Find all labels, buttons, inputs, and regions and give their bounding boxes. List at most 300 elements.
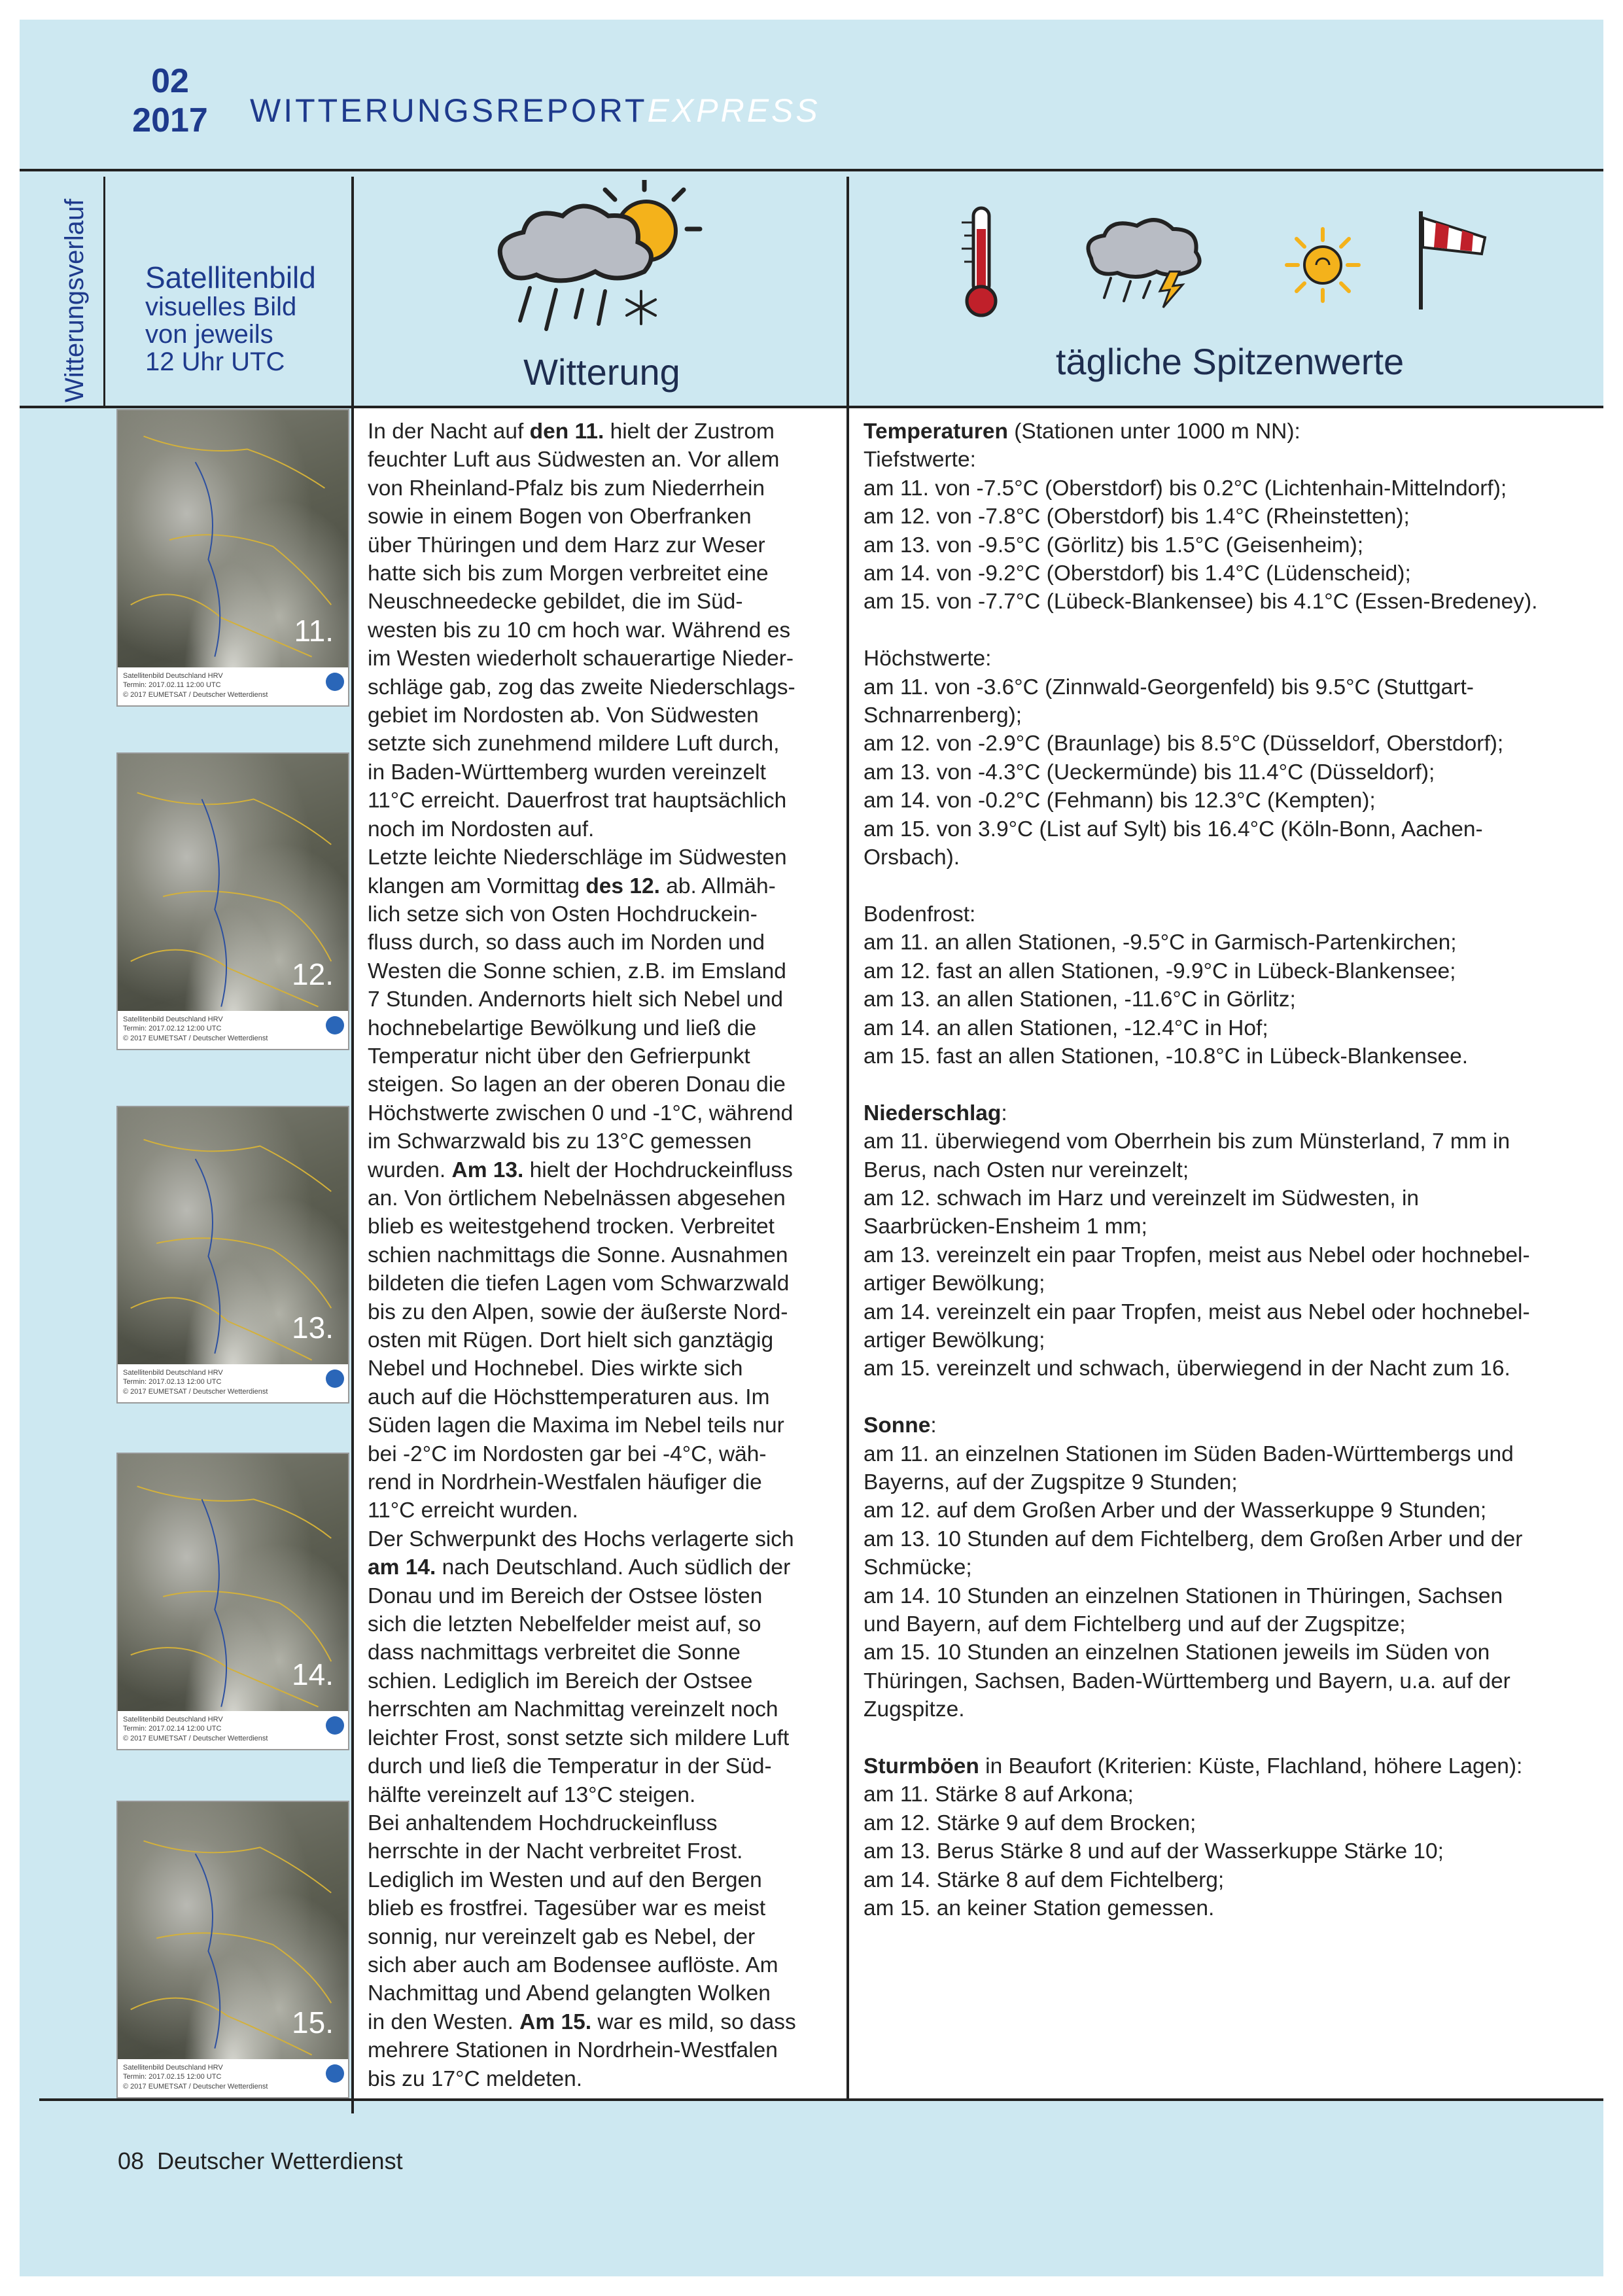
text-segment-bold: den 11. (529, 419, 604, 444)
text-line (368, 1383, 839, 1411)
text-segment-bold: Temperaturen (864, 419, 1008, 444)
text-line (864, 531, 1596, 559)
satellite-image (116, 1106, 349, 1404)
text-segment: sich die letzten Nebelfelder meist auf, so (368, 1612, 761, 1637)
text-segment: am 11. an allen Stationen, -9.5°C in Garmisch-Partenkirchen; (864, 930, 1457, 955)
text-line (368, 1781, 839, 1809)
text-line (368, 1269, 839, 1298)
page-number: 08 (118, 2147, 145, 2174)
text-line (368, 531, 839, 559)
text-segment: Tiefstwerte: (864, 448, 976, 472)
satellite-caption (118, 667, 348, 705)
text-line (864, 1269, 1596, 1298)
text-segment: am 13. vereinzelt ein paar Tropfen, meist aus Nebel oder hochnebel- (864, 1243, 1530, 1267)
text-segment: am 15. vereinzelt und schwach, überwiegend in der Nacht zum 16. (864, 1356, 1510, 1381)
text-line (864, 1411, 1596, 1439)
text-segment: im Schwarzwald bis zu 13°C gemessen (368, 1129, 752, 1154)
text-line (864, 815, 1596, 843)
dwd-logo-icon (326, 2064, 344, 2083)
text-segment: feuchter Luft aus Südwesten an. Vor allem (368, 448, 780, 472)
caption-line: © 2017 EUMETSAT / Deutscher Wetterdienst (123, 1387, 268, 1396)
text-segment: am 13. 10 Stunden auf dem Fichtelberg, dem Großen Arber und der (864, 1527, 1523, 1551)
caption-line: Termin: 2017.02.12 12:00 UTC (123, 1025, 222, 1033)
dwd-logo-icon (326, 1716, 344, 1735)
text-segment: fluss durch, so dass auch im Norden und (368, 930, 765, 955)
text-line (368, 1326, 839, 1354)
text-line (368, 1411, 839, 1439)
satellite-title: Satellitenbild (145, 260, 316, 294)
text-segment: am 11. von -3.6°C (Zinnwald-Georgenfeld) bis 9.5°C (Stuttgart- (864, 675, 1474, 699)
text-line (368, 1695, 839, 1723)
text-segment: 11°C erreicht. Dauerfrost trat hauptsächlich (368, 788, 787, 813)
text-line (864, 1014, 1596, 1042)
text-line (864, 1326, 1596, 1354)
text-segment: (Stationen unter 1000 m NN): (1007, 419, 1300, 444)
windsock-icon (1413, 208, 1498, 313)
text-segment-bold: Niederschlag (864, 1101, 1002, 1125)
text-segment: am 14. von -0.2°C (Fehmann) bis 12.3°C (Kempten); (864, 788, 1376, 813)
text-line (368, 673, 839, 701)
text-line (864, 1383, 1596, 1411)
issue-month: 02 (151, 62, 189, 100)
sun-icon (1283, 226, 1362, 304)
text-line (864, 985, 1596, 1014)
text-segment: am 12. von -2.9°C (Braunlage) bis 8.5°C (Düsseldorf, Oberstdorf); (864, 732, 1504, 756)
text-line (368, 559, 839, 588)
text-segment: am 12. von -7.8°C (Oberstdorf) bis 1.4°C (Rheinstetten); (864, 504, 1410, 529)
dwd-logo-icon (326, 673, 344, 691)
text-line (368, 503, 839, 531)
text-segment: schien nachmittags die Sonne. Ausnahmen (368, 1243, 788, 1267)
caption-line: Termin: 2017.02.14 12:00 UTC (123, 1725, 222, 1733)
text-line (368, 1468, 839, 1496)
text-segment: am 12. Stärke 9 auf dem Brocken; (864, 1810, 1196, 1835)
text-line (368, 645, 839, 673)
text-segment-bold: Am 15. (519, 2009, 592, 2034)
publisher-name: Deutscher Wetterdienst (157, 2147, 403, 2174)
text-line (864, 616, 1596, 645)
dwd-logo-icon (326, 1369, 344, 1388)
text-line (368, 1496, 839, 1525)
text-line (368, 1099, 839, 1127)
table-bottom-line (39, 2098, 1603, 2101)
text-line (864, 1241, 1596, 1269)
text-segment: Nebel und Hochnebel. Dies wirkte sich (368, 1356, 743, 1381)
text-segment: am 12. schwach im Harz und vereinzelt im Südwesten, in (864, 1186, 1420, 1210)
text-segment: wurden. (368, 1157, 452, 1182)
text-segment: leichter Frost, sonst setzte sich mildere Luft (368, 1725, 790, 1750)
text-segment: westen bis zu 10 cm hoch war. Während es (368, 618, 791, 643)
map-borders (118, 1107, 348, 1402)
text-line (864, 1695, 1596, 1723)
text-segment: Temperatur nicht über den Gefrierpunkt (368, 1044, 750, 1069)
text-line (368, 1014, 839, 1042)
text-line (864, 1127, 1596, 1156)
text-line (368, 701, 839, 730)
satellite-header (145, 262, 316, 376)
page-footer (118, 2147, 403, 2175)
text-segment: am 11. überwiegend vom Oberrhein bis zum Münsterland, 7 mm in (864, 1129, 1510, 1154)
text-segment: durch und ließ die Temperatur in der Süd- (368, 1754, 772, 1779)
text-segment: Zugspitze. (864, 1697, 965, 1722)
text-line (368, 730, 839, 758)
text-segment: hochnebelartige Bewölkung und ließ die (368, 1016, 757, 1040)
weather-description (368, 417, 839, 2093)
text-line (864, 1440, 1596, 1468)
satellite-image (116, 1801, 349, 2098)
text-line (368, 1354, 839, 1383)
text-segment: über Thüringen und dem Harz zur Weser (368, 533, 765, 557)
text-segment: Schnarrenberg); (864, 703, 1022, 728)
text-segment: sich aber auch am Bodensee auflöste. Am (368, 1952, 778, 1977)
text-segment: von Rheinland-Pfalz bis zum Niederrhein (368, 476, 765, 501)
text-segment: Höchstwerte: (864, 646, 992, 671)
issue-number (131, 64, 209, 137)
text-line (368, 1156, 839, 1184)
text-line (864, 1724, 1596, 1752)
map-borders (118, 410, 348, 705)
text-line (864, 673, 1596, 701)
satellite-subtitle-1: visuelles Bild (145, 292, 297, 322)
text-segment: mehrere Stationen in Nordrhein-Westfalen (368, 2038, 778, 2063)
text-segment: klangen am Vormittag (368, 874, 586, 898)
side-label-divider (103, 177, 105, 406)
caption-line: © 2017 EUMETSAT / Deutscher Wetterdienst (123, 1734, 268, 1742)
text-segment: Bei anhaltendem Hochdruckeinfluss (368, 1810, 718, 1835)
text-segment-bold: am 14. (368, 1555, 436, 1580)
text-line (864, 645, 1596, 673)
text-line (368, 1241, 839, 1269)
text-line (368, 985, 839, 1014)
text-segment: Lediglich im Westen und auf den Bergen (368, 1867, 762, 1892)
text-segment: nach Deutschland. Auch südlich der (436, 1555, 791, 1580)
caption-line: © 2017 EUMETSAT / Deutscher Wetterdienst (123, 2082, 268, 2091)
column-divider-1 (351, 177, 354, 2113)
text-line (368, 1440, 839, 1468)
text-segment: und Bayern, auf dem Fichtelberg und auf der Zugspitze; (864, 1612, 1406, 1636)
text-line (368, 1070, 839, 1099)
text-line (864, 1298, 1596, 1326)
text-segment: am 11. an einzelnen Stationen im Süden Baden-Württembergs und (864, 1441, 1514, 1466)
text-segment: setzte sich zunehmend mildere Luft durch, (368, 732, 780, 756)
text-line (864, 928, 1596, 957)
text-line (864, 1610, 1596, 1638)
text-line (864, 758, 1596, 786)
text-segment: : (930, 1413, 937, 1438)
text-segment: sowie in einem Bogen von Oberfranken (368, 504, 752, 529)
map-borders (118, 1454, 348, 1749)
text-line (864, 474, 1596, 503)
text-line (368, 1298, 839, 1326)
text-segment: am 14. von -9.2°C (Oberstdorf) bis 1.4°C (Lüdenscheid); (864, 561, 1411, 586)
text-segment: im Westen wiederholt schauerartige Nieder- (368, 646, 794, 671)
text-segment: dass nachmittags verbreitet die Sonne (368, 1640, 741, 1665)
text-segment: blieb es frostfrei. Tagesüber war es meist (368, 1896, 766, 1921)
text-line (368, 1184, 839, 1212)
text-segment: am 13. von -4.3°C (Ueckermünde) bis 11.4°C (Düsseldorf); (864, 760, 1435, 785)
text-line (368, 474, 839, 503)
text-line (864, 872, 1596, 900)
text-line (864, 1525, 1596, 1553)
text-segment: noch im Nordosten auf. (368, 817, 595, 841)
text-segment: hielt der Zustrom (604, 419, 775, 444)
text-segment: am 15. fast an allen Stationen, -10.8°C in Lübeck-Blankensee. (864, 1044, 1469, 1069)
text-segment: war es mild, so dass (591, 2009, 796, 2034)
text-line (368, 1127, 839, 1156)
text-segment: bis zu den Alpen, sowie der äußerste Nord- (368, 1299, 788, 1324)
text-segment: Bayerns, auf der Zugspitze 9 Stunden; (864, 1470, 1238, 1494)
text-segment: Saarbrücken-Ensheim 1 mm; (864, 1214, 1147, 1239)
issue-year: 2017 (132, 101, 208, 139)
text-segment: am 13. von -9.5°C (Görlitz) bis 1.5°C (Geisenheim); (864, 533, 1364, 557)
report-title-suffix: EXPRESS (647, 92, 820, 129)
satellite-day-label: 15. (292, 2005, 334, 2040)
text-segment: am 14. vereinzelt ein paar Tropfen, meist aus Nebel oder hochnebel- (864, 1299, 1530, 1324)
text-line (864, 1582, 1596, 1610)
text-line (864, 1866, 1596, 1894)
report-title (250, 92, 820, 130)
text-line (368, 1553, 839, 1581)
text-line (864, 1042, 1596, 1070)
caption-line: Satellitenbild Deutschland HRV (123, 1016, 223, 1023)
text-segment: Orsbach). (864, 845, 960, 870)
peak-values (864, 417, 1596, 1922)
satellite-subtitle-2: von jeweils (145, 320, 273, 349)
text-line (368, 2008, 839, 2036)
text-line (864, 1667, 1596, 1695)
satellite-day-label: 12. (292, 957, 334, 991)
text-segment: Der Schwerpunkt des Hochs verlagerte sich (368, 1527, 794, 1551)
text-line (864, 1184, 1596, 1212)
map-borders (118, 1802, 348, 2097)
satellite-image (116, 409, 349, 707)
text-line (368, 1979, 839, 2007)
caption-line: Satellitenbild Deutschland HRV (123, 2064, 223, 2072)
text-line (368, 1724, 839, 1752)
text-line (368, 2065, 839, 2093)
text-segment: Donau und im Bereich der Ostsee lösten (368, 1583, 763, 1608)
caption-line: © 2017 EUMETSAT / Deutscher Wetterdienst (123, 690, 268, 699)
caption-line: Termin: 2017.02.15 12:00 UTC (123, 2073, 222, 2081)
text-segment: am 11. von -7.5°C (Oberstdorf) bis 0.2°C (Lichtenhain-Mittelndorf); (864, 476, 1507, 501)
text-line (368, 872, 839, 900)
text-line (368, 616, 839, 645)
text-line (864, 1809, 1596, 1837)
text-line (864, 1070, 1596, 1099)
text-segment: am 11. Stärke 8 auf Arkona; (864, 1782, 1134, 1807)
text-segment: am 15. von -7.7°C (Lübeck-Blankensee) bis 4.1°C (Essen-Bredeney). (864, 590, 1538, 614)
text-segment-bold: Sonne (864, 1413, 931, 1438)
text-segment: 11°C erreicht wurden. (368, 1498, 578, 1523)
text-line (368, 1582, 839, 1610)
text-segment: am 13. Berus Stärke 8 und auf der Wasserkuppe Stärke 10; (864, 1839, 1444, 1864)
caption-line: Termin: 2017.02.11 12:00 UTC (123, 681, 221, 690)
text-line (368, 446, 839, 474)
text-line (368, 1752, 839, 1780)
text-line (864, 1553, 1596, 1581)
satellite-caption (118, 1011, 348, 1049)
text-segment: Letzte leichte Niederschläge im Südwesten (368, 845, 787, 870)
text-segment: am 14. 10 Stunden an einzelnen Stationen in Thüringen, Sachsen (864, 1583, 1503, 1608)
text-line (368, 1951, 839, 1979)
text-line (368, 957, 839, 985)
text-line (864, 1354, 1596, 1383)
text-segment: bis zu 17°C meldeten. (368, 2066, 583, 2091)
text-segment: herrschten am Nachmittag vereinzelt noch (368, 1697, 778, 1722)
text-segment: an. Von örtlichem Nebelnässen abgesehen (368, 1186, 786, 1210)
caption-line: Satellitenbild Deutschland HRV (123, 672, 223, 680)
caption-line: Satellitenbild Deutschland HRV (123, 1716, 223, 1723)
text-line (368, 786, 839, 815)
text-line (864, 1837, 1596, 1865)
thermometer-icon (955, 203, 1007, 321)
text-segment: 7 Stunden. Andernorts hielt sich Nebel und (368, 987, 784, 1012)
satellite-caption (118, 1711, 348, 1749)
text-segment: blieb es weitestgehend trocken. Verbreitet (368, 1214, 775, 1239)
text-segment: hälfte vereinzelt auf 13°C steigen. (368, 1782, 696, 1807)
text-segment: am 14. Stärke 8 auf dem Fichtelberg; (864, 1867, 1225, 1892)
text-segment: in Beaufort (Kriterien: Küste, Flachland, höhere Lagen): (979, 1754, 1523, 1779)
text-segment: lich setze sich von Osten Hochdruckein- (368, 902, 758, 927)
text-line (368, 815, 839, 843)
report-title-main: WITTERUNGSREPORT (250, 92, 648, 129)
text-line (864, 786, 1596, 815)
text-segment: rend in Nordrhein-Westfalen häufiger die (368, 1470, 762, 1495)
text-segment: Thüringen, Sachsen, Baden-Württemberg und Bayern, u.a. auf der (864, 1669, 1510, 1693)
caption-line: Termin: 2017.02.13 12:00 UTC (123, 1378, 222, 1386)
header-divider (20, 169, 1603, 171)
text-segment: gebiet im Nordosten ab. Von Südwesten (368, 703, 759, 728)
text-line (864, 957, 1596, 985)
text-line (864, 900, 1596, 928)
text-segment: Süden lagen die Maxima im Nebel teils nur (368, 1413, 784, 1438)
text-segment: Schmücke; (864, 1555, 972, 1580)
text-line (368, 758, 839, 786)
text-segment: In der Nacht auf (368, 419, 530, 444)
weather-column-title: Witterung (523, 351, 680, 393)
text-segment: osten mit Rügen. Dort hielt sich ganztägig (368, 1328, 774, 1352)
text-line (368, 843, 839, 872)
text-segment: auch auf die Höchsttemperaturen aus. Im (368, 1385, 770, 1409)
text-line (864, 588, 1596, 616)
text-segment: Neuschneedecke gebildet, die im Süd- (368, 590, 743, 614)
text-segment: ab. Allmäh- (659, 874, 776, 898)
text-line (368, 900, 839, 928)
text-line (864, 1212, 1596, 1241)
text-line (368, 928, 839, 957)
text-segment: artiger Bewölkung; (864, 1271, 1045, 1296)
text-segment: : (1001, 1101, 1007, 1125)
text-segment: am 14. an allen Stationen, -12.4°C in Hof; (864, 1016, 1268, 1040)
text-line (864, 730, 1596, 758)
text-line (368, 1866, 839, 1894)
text-segment: hielt der Hochdruckeinfluss (523, 1157, 793, 1182)
text-line (864, 446, 1596, 474)
text-segment-bold: des 12. (585, 874, 660, 898)
side-label-witterungsverlauf (60, 344, 99, 402)
text-line (864, 503, 1596, 531)
text-line (864, 1638, 1596, 1667)
caption-line: Satellitenbild Deutschland HRV (123, 1369, 223, 1377)
text-segment: am 12. fast an allen Stationen, -9.9°C in Lübeck-Blankensee; (864, 959, 1456, 983)
text-segment: Bodenfrost: (864, 902, 976, 927)
text-line (864, 701, 1596, 730)
text-segment: Berus, nach Osten nur vereinzelt; (864, 1157, 1189, 1182)
text-segment: schläge gab, zog das zweite Niederschlags- (368, 675, 795, 699)
text-line (864, 1894, 1596, 1922)
text-line (864, 559, 1596, 588)
text-line (368, 1525, 839, 1553)
text-line (864, 843, 1596, 872)
text-segment-bold: Am 13. (451, 1157, 524, 1182)
caption-line: © 2017 EUMETSAT / Deutscher Wetterdienst (123, 1034, 268, 1042)
text-segment: herrschte in der Nacht verbreitet Frost. (368, 1839, 743, 1864)
text-line (864, 1780, 1596, 1809)
text-segment: am 15. 10 Stunden an einzelnen Stationen jeweils im Süden von (864, 1640, 1490, 1665)
satellite-caption (118, 2059, 348, 2097)
text-segment: hatte sich bis zum Morgen verbreitet eine (368, 561, 769, 586)
satellite-caption (118, 1364, 348, 1402)
text-segment: am 15. an keiner Station gemessen. (864, 1896, 1215, 1921)
text-line (368, 417, 839, 446)
text-segment: am 13. an allen Stationen, -11.6°C in Görlitz; (864, 987, 1296, 1012)
text-line (864, 1496, 1596, 1525)
text-segment: bei -2°C im Nordosten gar bei -4°C, wäh- (368, 1441, 767, 1466)
text-line (368, 1212, 839, 1241)
peaks-column-title: tägliche Spitzenwerte (1055, 341, 1405, 382)
text-line (864, 1752, 1596, 1780)
text-line (368, 1894, 839, 1922)
text-line (368, 1667, 839, 1695)
text-line (368, 1923, 839, 1951)
dwd-logo-icon (326, 1016, 344, 1034)
text-segment: in den Westen. (368, 2009, 520, 2034)
text-segment: Westen die Sonne schien, z.B. im Emsland (368, 959, 786, 983)
text-segment: steigen. So lagen an der oberen Donau die (368, 1072, 786, 1097)
text-line (864, 417, 1596, 446)
column-divider-2 (846, 177, 849, 2100)
text-segment: Nachmittag und Abend gelangten Wolken (368, 1981, 771, 2006)
text-segment: artiger Bewölkung; (864, 1328, 1045, 1352)
text-segment: sonnig, nur vereinzelt gab es Nebel, der (368, 1924, 756, 1949)
text-line (368, 1610, 839, 1638)
thunder-cloud-icon (1078, 213, 1209, 311)
satellite-subtitle-3: 12 Uhr UTC (145, 347, 285, 377)
text-line (864, 1468, 1596, 1496)
map-borders (118, 754, 348, 1049)
text-segment-bold: Sturmböen (864, 1754, 979, 1779)
text-segment: am 15. von 3.9°C (List auf Sylt) bis 16.4°C (Köln-Bonn, Aachen- (864, 817, 1483, 841)
text-line (864, 1099, 1596, 1127)
satellite-image (116, 752, 349, 1050)
satellite-day-label: 11. (294, 614, 334, 648)
text-line (368, 588, 839, 616)
cloud-sun-snow-icon (484, 180, 707, 344)
satellite-day-label: 14. (292, 1657, 334, 1691)
text-segment: schien. Lediglich im Bereich der Ostsee (368, 1669, 753, 1693)
text-line (368, 1837, 839, 1865)
satellite-image (116, 1453, 349, 1750)
text-segment: am 12. auf dem Großen Arber und der Wasserkuppe 9 Stunden; (864, 1498, 1487, 1523)
text-segment: Höchstwerte zwischen 0 und -1°C, während (368, 1101, 794, 1125)
text-line (368, 1809, 839, 1837)
text-line (368, 2036, 839, 2064)
text-segment: in Baden-Württemberg wurden vereinzelt (368, 760, 766, 785)
text-line (368, 1042, 839, 1070)
text-segment: bildeten die tiefen Lagen vom Schwarzwald (368, 1271, 790, 1296)
table-header-divider (20, 406, 1603, 408)
text-line (368, 1638, 839, 1667)
